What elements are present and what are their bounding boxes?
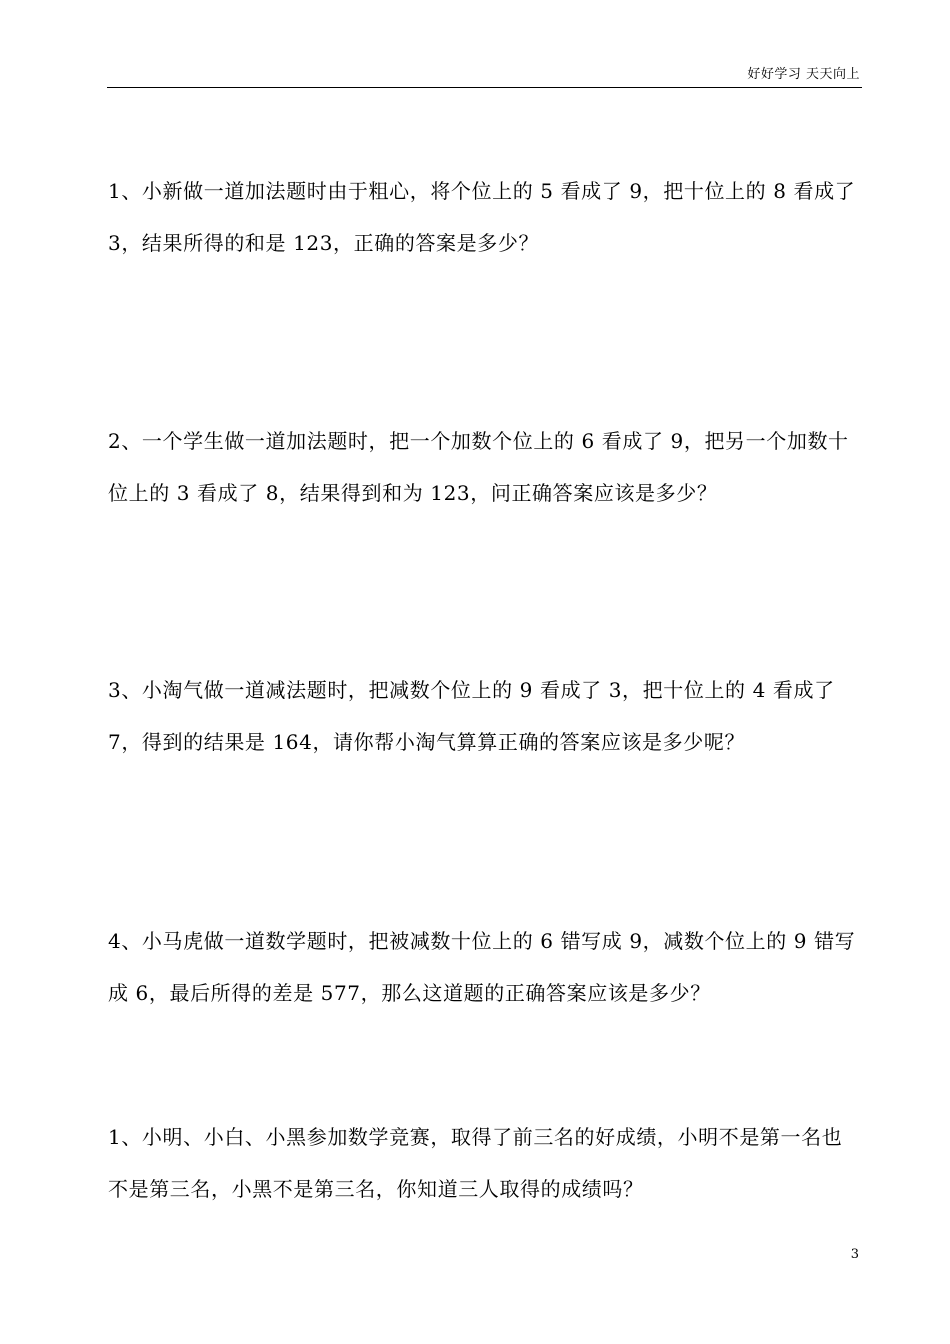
- page-number: 3: [850, 1247, 859, 1262]
- question-3: 3、小淘气做一道减法题时，把减数个位上的 9 看成了 3，把十位上的 4 看成了 7，得到的结果是 164，请你帮小淘气算算正确的答案应该是多少呢？: [108, 678, 835, 754]
- page-header-text: 好好学习 天天向上: [747, 67, 860, 82]
- question-5: 1、小明、小白、小黑参加数学竞赛，取得了前三名的好成绩，小明不是第一名也不是第三名，小黑不是第三名，你知道三人取得的成绩吗？: [108, 1125, 843, 1201]
- header-divider: [107, 87, 862, 88]
- question-4: 4、小马虎做一道数学题时，把被减数十位上的 6 错写成 9，减数个位上的 9 错写成 6，最后所得的差是 577，那么这道题的正确答案应该是多少？: [108, 929, 856, 1005]
- question-2: 2、一个学生做一道加法题时，把一个加数个位上的 6 看成了 9，把另一个加数十位上的 3 看成了 8，结果得到和为 123，问正确答案应该是多少？: [108, 429, 849, 505]
- question-1: 1、小新做一道加法题时由于粗心，将个位上的 5 看成了 9，把十位上的 8 看成了 3，结果所得的和是 123，正确的答案是多少？: [108, 179, 856, 255]
